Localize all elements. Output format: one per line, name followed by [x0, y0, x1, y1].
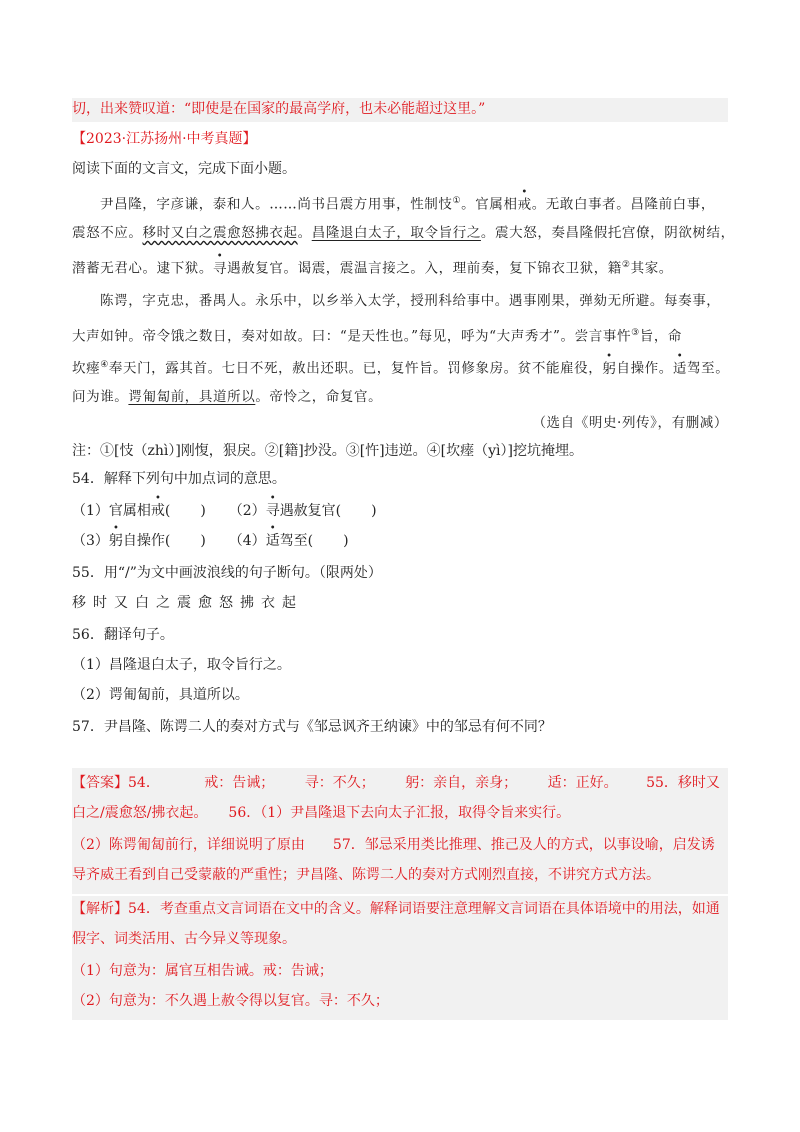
q56-title — [72, 624, 728, 646]
passage-text: 驾至。 — [687, 360, 730, 377]
passage-text: 坎瘗 — [72, 360, 101, 377]
item-text: 遇赦复官( — [279, 503, 342, 519]
footnote-mark: ③ — [631, 328, 640, 338]
passage-text: 问为谁。 — [72, 389, 129, 405]
notes — [72, 440, 728, 462]
item-text: （3） — [72, 533, 109, 549]
answer-text: 【答案】54． — [72, 775, 160, 791]
answer-text: 寻：不久； — [304, 775, 375, 791]
analysis-line2 — [72, 928, 728, 950]
q56-s1 — [72, 654, 728, 676]
answer-line1 — [72, 772, 728, 794]
underlined-sentence: 昌隆退白太子，取令旨行之 — [311, 225, 481, 241]
question-title: 57．尹昌隆、陈谔二人的奏对方式与《邹忌讽齐王纳谏》中的邹忌有何不同？ — [72, 719, 552, 735]
dotted-word: 躬 — [602, 360, 617, 377]
passage-text: 陈谔，字克忠，番禺人。永乐中，以乡举入太学，授刑科给事中。遇事刚果，弹劾无所避。每奏事， — [100, 293, 721, 309]
instruction — [72, 158, 728, 180]
q55-sentence — [72, 592, 728, 614]
dotted-word: 适 — [672, 360, 687, 377]
analysis-text: （1）句意为：属官互相告诫。戒：告诫； — [72, 963, 333, 979]
passage-p2-line1 — [72, 290, 728, 312]
wavy-underlined-sentence: 移时又白之震愈怒拂衣起 — [142, 225, 298, 241]
question-title: 54．解释下列句中加点词的意思。 — [72, 471, 286, 487]
dotted-word: 躬 — [108, 533, 123, 549]
answer-text: 躬：亲自，亲身； — [405, 775, 518, 791]
item-text: ( — [164, 503, 171, 519]
q57-title — [72, 716, 728, 738]
footnote-mark: ① — [452, 196, 462, 206]
answer-text: 戒：告诫； — [204, 775, 275, 791]
dotted-word: 戒 — [517, 196, 532, 213]
citation-text: （选自《明史·列传》，有删减） — [532, 415, 728, 431]
item-text: （4） — [228, 533, 266, 549]
passage-p1-line2 — [72, 222, 735, 244]
footnote-mark: ② — [621, 260, 631, 270]
passage-p1-line3 — [72, 254, 728, 280]
q54-title — [72, 468, 728, 490]
passage-text: 奉天门，露其首。七日不死，赦出还职。已，复忤旨。罚修象房。贫不能雇役， — [108, 360, 603, 377]
passage-text: 潜蓄无君心。逮下狱。 — [72, 260, 213, 277]
underlined-sentence: 谔匍匐前，具道所以 — [128, 389, 256, 405]
analysis-text: （2）句意为：不久遇上赦令得以复官。寻：不久； — [72, 993, 389, 1009]
source-tag-text: 【2023·江苏扬州·中考真题】 — [72, 131, 257, 147]
answer-text: 适：正好。 — [547, 775, 618, 791]
continuation-text: 切，出来赞叹道：“即使是在国家的最高学府，也未必能超过这里。” — [72, 101, 486, 117]
continuation-line — [72, 98, 728, 122]
translate-sentence: （1）昌隆退白太子，取令旨行之。 — [72, 657, 291, 673]
answer-line4 — [72, 864, 728, 886]
item-text: ) — [200, 533, 206, 549]
answer-text: （2）陈谔匍匐前行，详细说明了原由 57．邹忌采用类比推理、推己及人的方式，以事设喻，启发诱 — [72, 837, 715, 853]
passage-text: 。官属相 — [461, 196, 518, 213]
break-sentence: 移时又白之震愈怒拂衣起 — [72, 595, 303, 611]
passage-p2-line4 — [72, 386, 728, 408]
answer-line3 — [72, 834, 728, 856]
instruction-text: 阅读下面的文言文，完成下面小题。 — [72, 161, 296, 177]
item-text: ) — [200, 503, 206, 519]
q54-row2 — [72, 530, 728, 552]
passage-text: 。震大怒，奏昌隆假托宫僚，阴欲树结， — [480, 225, 735, 241]
question-title: 55．用“/”为文中画波浪线的句子断句。（限两处） — [72, 565, 382, 581]
analysis-tag: 【解析】 — [72, 901, 128, 917]
passage-text: 。无敢白事者。昌隆前白事， — [531, 196, 715, 213]
analysis-line4 — [72, 990, 728, 1012]
q54-row1 — [72, 500, 728, 522]
analysis-text: 假字、词类活用、古今异义等现象。 — [72, 931, 296, 947]
item-text: （1）官属相 — [72, 503, 151, 519]
passage-text: 尹昌隆，字彦谦，泰和人。……尚书吕震方用事，性制忮 — [100, 196, 453, 213]
translate-sentence: （2）谔匍匐前，具道所以。 — [72, 687, 249, 703]
passage-text: 旨，命 — [639, 328, 683, 345]
citation — [72, 412, 728, 434]
analysis-line1 — [72, 898, 728, 920]
item-text: （2） — [228, 503, 266, 519]
footnote-mark: ④ — [100, 360, 109, 370]
answer-text: 白之/震愈怒/拂衣起。 56．（1）尹昌隆退下去向太子汇报，取得令旨来实行。 — [72, 805, 571, 821]
dotted-word: 寻 — [265, 503, 280, 519]
notes-text: 注：①[忮（zhì）]刚愎，狠戾。②[籍]抄没。③[忤]违逆。④[坎瘗（yì）]挖坑掩埋。 — [72, 443, 583, 459]
item-text: 自操作( — [122, 533, 171, 549]
passage-p2-line3 — [72, 354, 728, 380]
passage-text: 大声如钟。帝令饿之数日，奏对如故。曰：“是天性也。”每见，呼为“大声秀才”。尝言事忤 — [72, 328, 632, 345]
dotted-word: 寻 — [213, 260, 228, 277]
passage-text: 震怒不应。 — [72, 225, 143, 241]
passage-text: 遇赦复官。谒震，震温言接之。入，理前奏，复下锦衣卫狱，籍 — [227, 260, 622, 277]
answer-line2 — [72, 802, 728, 824]
analysis-line3 — [72, 960, 728, 982]
item-text: 驾至( — [279, 533, 314, 549]
passage-p2-line2 — [72, 322, 728, 348]
item-text: ) — [371, 503, 377, 519]
analysis-text: 54．考查重点文言词语在文中的含义。解释词语要注意理解文言词语在具体语境中的用法，如通 — [128, 901, 720, 917]
source-tag — [72, 128, 728, 150]
passage-text: 自操作。 — [616, 360, 673, 377]
q55-title — [72, 562, 728, 584]
answer-text: 导齐威王看到自己受蒙蔽的严重性；尹昌隆、陈谔二人的奏对方式刚烈直接，不讲究方式方法。 — [72, 867, 660, 883]
passage-p1-line1 — [72, 190, 728, 216]
answer-text: 55．移时又 — [646, 775, 720, 791]
passage-text: 。 — [297, 225, 312, 241]
passage-text: 其家。 — [630, 260, 673, 277]
dotted-word: 适 — [265, 533, 280, 549]
item-text: ) — [343, 533, 349, 549]
question-title: 56．翻译句子。 — [72, 627, 174, 643]
dotted-word: 戒 — [150, 503, 165, 519]
passage-text: 。帝怜之，命复官。 — [255, 389, 383, 405]
q56-s2 — [72, 684, 728, 706]
